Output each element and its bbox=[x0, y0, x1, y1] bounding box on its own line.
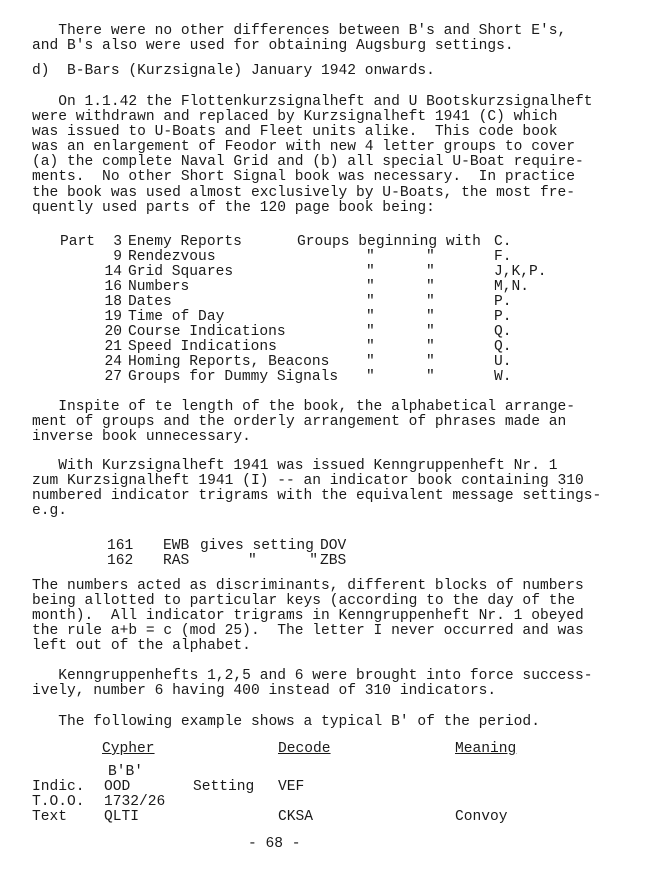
header-cypher: Cypher bbox=[102, 741, 155, 757]
row-note: Setting bbox=[193, 779, 255, 795]
decode-value: CKSA bbox=[278, 809, 314, 825]
part-name: Enemy Reports bbox=[128, 234, 242, 250]
header-decode: Decode bbox=[278, 741, 331, 757]
part-name: Speed Indications bbox=[128, 339, 277, 355]
ditto-mark: " bbox=[426, 279, 435, 295]
group-letters: P. bbox=[494, 309, 512, 325]
ditto-mark: " bbox=[366, 324, 375, 340]
text-line: ively, number 6 having 400 instead of 310 indicators. bbox=[32, 683, 497, 700]
part-number: 14 bbox=[104, 264, 122, 280]
part-number: 9 bbox=[113, 249, 122, 265]
ditto-mark: " bbox=[426, 309, 435, 325]
text-line: With Kurzsignalheft 1941 was issued Kenngruppenheft Nr. 1 bbox=[32, 458, 558, 474]
text-line: Kenngruppenhefts 1,2,5 and 6 were brought into force success- bbox=[32, 668, 593, 684]
part-name: Homing Reports, Beacons bbox=[128, 354, 330, 370]
message-setting: ZBS bbox=[320, 553, 347, 569]
text-line: the book was used almost exclusively by U-Boats, the most fre- bbox=[32, 184, 575, 201]
ditto-mark: " bbox=[366, 264, 375, 280]
ditto-mark: " bbox=[366, 279, 375, 295]
cypher-value: QLTI bbox=[104, 809, 140, 825]
paragraph-kurzsignalheft bbox=[32, 95, 593, 216]
part-name: Numbers bbox=[128, 279, 190, 295]
ditto-mark: " bbox=[366, 369, 375, 385]
group-letters: W. bbox=[494, 369, 512, 385]
text-line: The numbers acted as discriminants, different blocks of numbers bbox=[32, 578, 584, 594]
text-line: the rule a+b = c (mod 25). The letter I never occurred and was bbox=[32, 623, 584, 640]
part-number: 19 bbox=[104, 309, 122, 325]
group-letters: J,K,P. bbox=[494, 264, 547, 280]
group-letters: Q. bbox=[494, 324, 512, 340]
paragraph-discriminants bbox=[32, 579, 584, 654]
indicator-number: 161 bbox=[107, 538, 134, 554]
part-number: 27 bbox=[104, 369, 122, 385]
text-line: e.g. bbox=[32, 503, 68, 520]
row-label: Text bbox=[32, 809, 68, 825]
row-label: Indic. bbox=[32, 779, 85, 795]
row-label: T.O.O. bbox=[32, 794, 85, 810]
paragraph-example-intro bbox=[32, 715, 540, 730]
group-letters: C. bbox=[494, 234, 512, 250]
cypher-value: 1732/26 bbox=[104, 794, 166, 810]
text-line: (a) the complete Naval Grid and (b) all special U-Boat require- bbox=[32, 154, 584, 171]
cypher-value: OOD bbox=[104, 779, 131, 795]
paragraph-differences bbox=[32, 24, 566, 54]
part-name: Rendezvous bbox=[128, 249, 216, 265]
part-name: Dates bbox=[128, 294, 172, 310]
part-number: 21 bbox=[104, 339, 122, 355]
text-line: On 1.1.42 the Flottenkurzsignalheft and U Bootskurzsignalheft bbox=[32, 94, 593, 110]
part-name: Time of Day bbox=[128, 309, 225, 325]
part-number: 24 bbox=[104, 354, 122, 370]
ditto-mark: " bbox=[366, 249, 375, 265]
text-line: month). All indicator trigrams in Kenngruppenheft Nr. 1 obeyed bbox=[32, 608, 584, 625]
group-letters: P. bbox=[494, 294, 512, 310]
section-heading bbox=[32, 64, 435, 79]
ditto-mark: " bbox=[426, 369, 435, 385]
paragraph-kenngruppenheft bbox=[32, 459, 601, 519]
ditto-mark: " bbox=[426, 264, 435, 280]
part-number: 20 bbox=[104, 324, 122, 340]
text-line: was an enlargement of Feodor with new 4 letter groups to cover bbox=[32, 139, 575, 156]
text-line: Inspite of te length of the book, the alphabetical arrange- bbox=[32, 399, 575, 415]
text-line: and B's also were used for obtaining Augsburg settings. bbox=[32, 38, 514, 55]
group-letters: M,N. bbox=[494, 279, 530, 295]
page-number: - 68 - bbox=[248, 836, 301, 852]
indicator-text: " " bbox=[248, 553, 319, 569]
text-line: inverse book unnecessary. bbox=[32, 429, 251, 446]
groups-header: Groups beginning with bbox=[297, 234, 481, 250]
paragraph-kenngruppenhefts bbox=[32, 669, 593, 699]
group-letters: Q. bbox=[494, 339, 512, 355]
text-line: being allotted to particular keys (according to the day of the bbox=[32, 593, 575, 610]
indicator-number: 162 bbox=[107, 553, 134, 569]
text-line: ment of groups and the orderly arrangement of phrases made an bbox=[32, 414, 567, 431]
text-line: quently used parts of the 120 page book being: bbox=[32, 199, 435, 216]
text-line: zum Kurzsignalheft 1941 (I) -- an indicator book containing 310 bbox=[32, 473, 584, 490]
part-name: Groups for Dummy Signals bbox=[128, 369, 339, 385]
group-letters: F. bbox=[494, 249, 512, 265]
text-line: were withdrawn and replaced by Kurzsignalheft 1941 (C) which bbox=[32, 109, 558, 126]
text-line: There were no other differences between B's and Short E's, bbox=[32, 23, 567, 39]
meaning-value: Convoy bbox=[455, 809, 508, 825]
text-line: was issued to U-Boats and Fleet units alike. This code book bbox=[32, 124, 558, 141]
ditto-mark: " bbox=[366, 309, 375, 325]
text-line: The following example shows a typical B' of the period. bbox=[32, 714, 540, 730]
message-setting: DOV bbox=[320, 538, 347, 554]
paragraph-inspite bbox=[32, 400, 575, 445]
indicator-trigram: RAS bbox=[163, 553, 190, 569]
heading-text: d) B-Bars (Kurzsignale) January 1942 onwards. bbox=[32, 63, 435, 79]
ditto-mark: " bbox=[366, 354, 375, 370]
text-line: ments. No other Short Signal book was necessary. In practice bbox=[32, 169, 575, 186]
ditto-mark: " bbox=[426, 324, 435, 340]
part-number: 18 bbox=[104, 294, 122, 310]
ditto-mark: " bbox=[426, 294, 435, 310]
decode-value: VEF bbox=[278, 779, 305, 795]
text-line: left out of the alphabet. bbox=[32, 638, 251, 655]
preamble: B'B' bbox=[108, 764, 144, 780]
text-line: numbered indicator trigrams with the equivalent message settings- bbox=[32, 488, 602, 505]
ditto-mark: " bbox=[426, 354, 435, 370]
part-name: Grid Squares bbox=[128, 264, 234, 280]
ditto-mark: " bbox=[366, 294, 375, 310]
ditto-mark: " bbox=[426, 339, 435, 355]
part-number: 3 bbox=[113, 234, 122, 250]
ditto-mark: " bbox=[366, 339, 375, 355]
indicator-text: gives setting bbox=[200, 538, 314, 554]
group-letters: U. bbox=[494, 354, 512, 370]
part-name: Course Indications bbox=[128, 324, 286, 340]
header-meaning: Meaning bbox=[455, 741, 517, 757]
part-label: Part bbox=[60, 234, 96, 250]
ditto-mark: " bbox=[426, 249, 435, 265]
part-number: 16 bbox=[104, 279, 122, 295]
indicator-trigram: EWB bbox=[163, 538, 190, 554]
